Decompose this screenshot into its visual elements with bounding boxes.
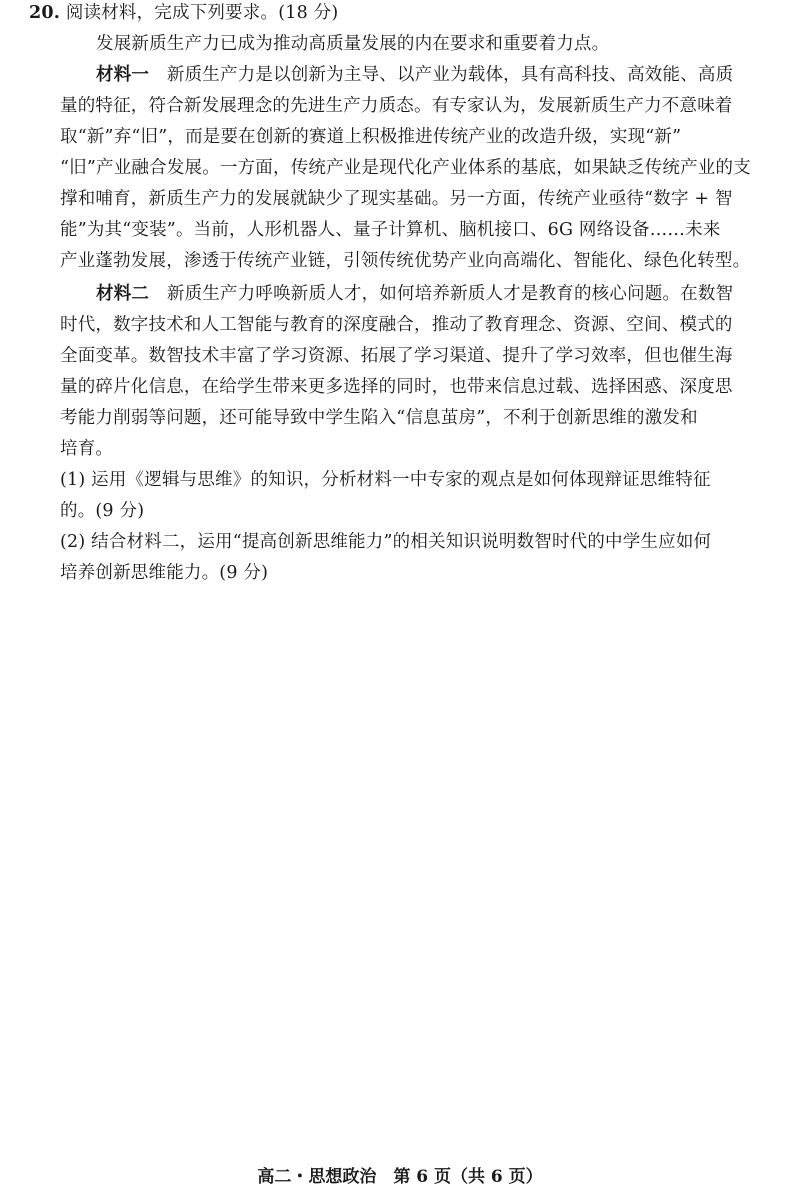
- material-one-line: 取“新”弃“旧”，而是要在创新的赛道上积极推进传统产业的改造升级，实现“新”: [60, 127, 682, 147]
- material-two-line: 培育。: [60, 439, 114, 459]
- material-two-line: 量的碎片化信息，在给学生带来更多选择的同时，也带来信息过载、选择困惑、深度思: [60, 377, 733, 397]
- page-footer: 高二・思想政治 第 6 页（共 6 页）: [257, 1167, 543, 1187]
- material-one-line: 材料一 新质生产力是以创新为主导、以产业为载体，具有高科技、高效能、高质: [96, 65, 734, 85]
- sub-question-line: 的。(9 分): [60, 501, 145, 521]
- material-one-label: 材料一: [96, 65, 150, 85]
- question-intro: 阅读材料，完成下列要求。(18 分): [65, 3, 339, 23]
- material-one-line: 能”为其“变装”。当前，人形机器人、量子计算机、脑机接口、6G 网络设备……未来: [60, 220, 721, 240]
- material-two-line: 全面变革。数智技术丰富了学习资源、拓展了学习渠道、提升了学习效率，但也催生海: [60, 346, 733, 366]
- sub-question-line: (2) 结合材料二，运用“提高创新思维能力”的相关知识说明数智时代的中学生应如何: [60, 532, 712, 552]
- material-one-line: “旧”产业融合发展。一方面，传统产业是现代化产业体系的基底，如果缺乏传统产业的支: [60, 158, 751, 178]
- material-two-line: 时代，数字技术和人工智能与教育的深度融合，推动了教育理念、资源、空间、模式的: [60, 315, 733, 335]
- material-one-line: 产业蓬勃发展，渗透于传统产业链，引领传统优势产业向高端化、智能化、绿色化转型。: [60, 251, 751, 271]
- question-lead: 发展新质生产力已成为推动高质量发展的内在要求和重要着力点。: [96, 34, 610, 54]
- material-one-line: 撑和哺育，新质生产力的发展就缺少了现实基础。另一方面，传统产业亟待“数字 + 智: [60, 189, 733, 209]
- material-one-line: 量的特征，符合新发展理念的先进生产力质态。有专家认为，发展新质生产力不意味着: [60, 96, 733, 116]
- material-two-line: 材料二 新质生产力呼唤新质人才，如何培养新质人才是教育的核心问题。在数智: [96, 284, 734, 304]
- material-two-line: 考能力削弱等问题，还可能导致中学生陷入“信息茧房”，不利于创新思维的激发和: [60, 408, 698, 428]
- sub-question-line: 培养创新思维能力。(9 分): [60, 563, 269, 583]
- question-header: [29, 2, 338, 24]
- material-two-label: 材料二: [96, 284, 150, 304]
- question-number: 20.: [29, 3, 61, 23]
- sub-question-line: (1) 运用《逻辑与思维》的知识，分析材料一中专家的观点是如何体现辩证思维特征: [60, 470, 711, 490]
